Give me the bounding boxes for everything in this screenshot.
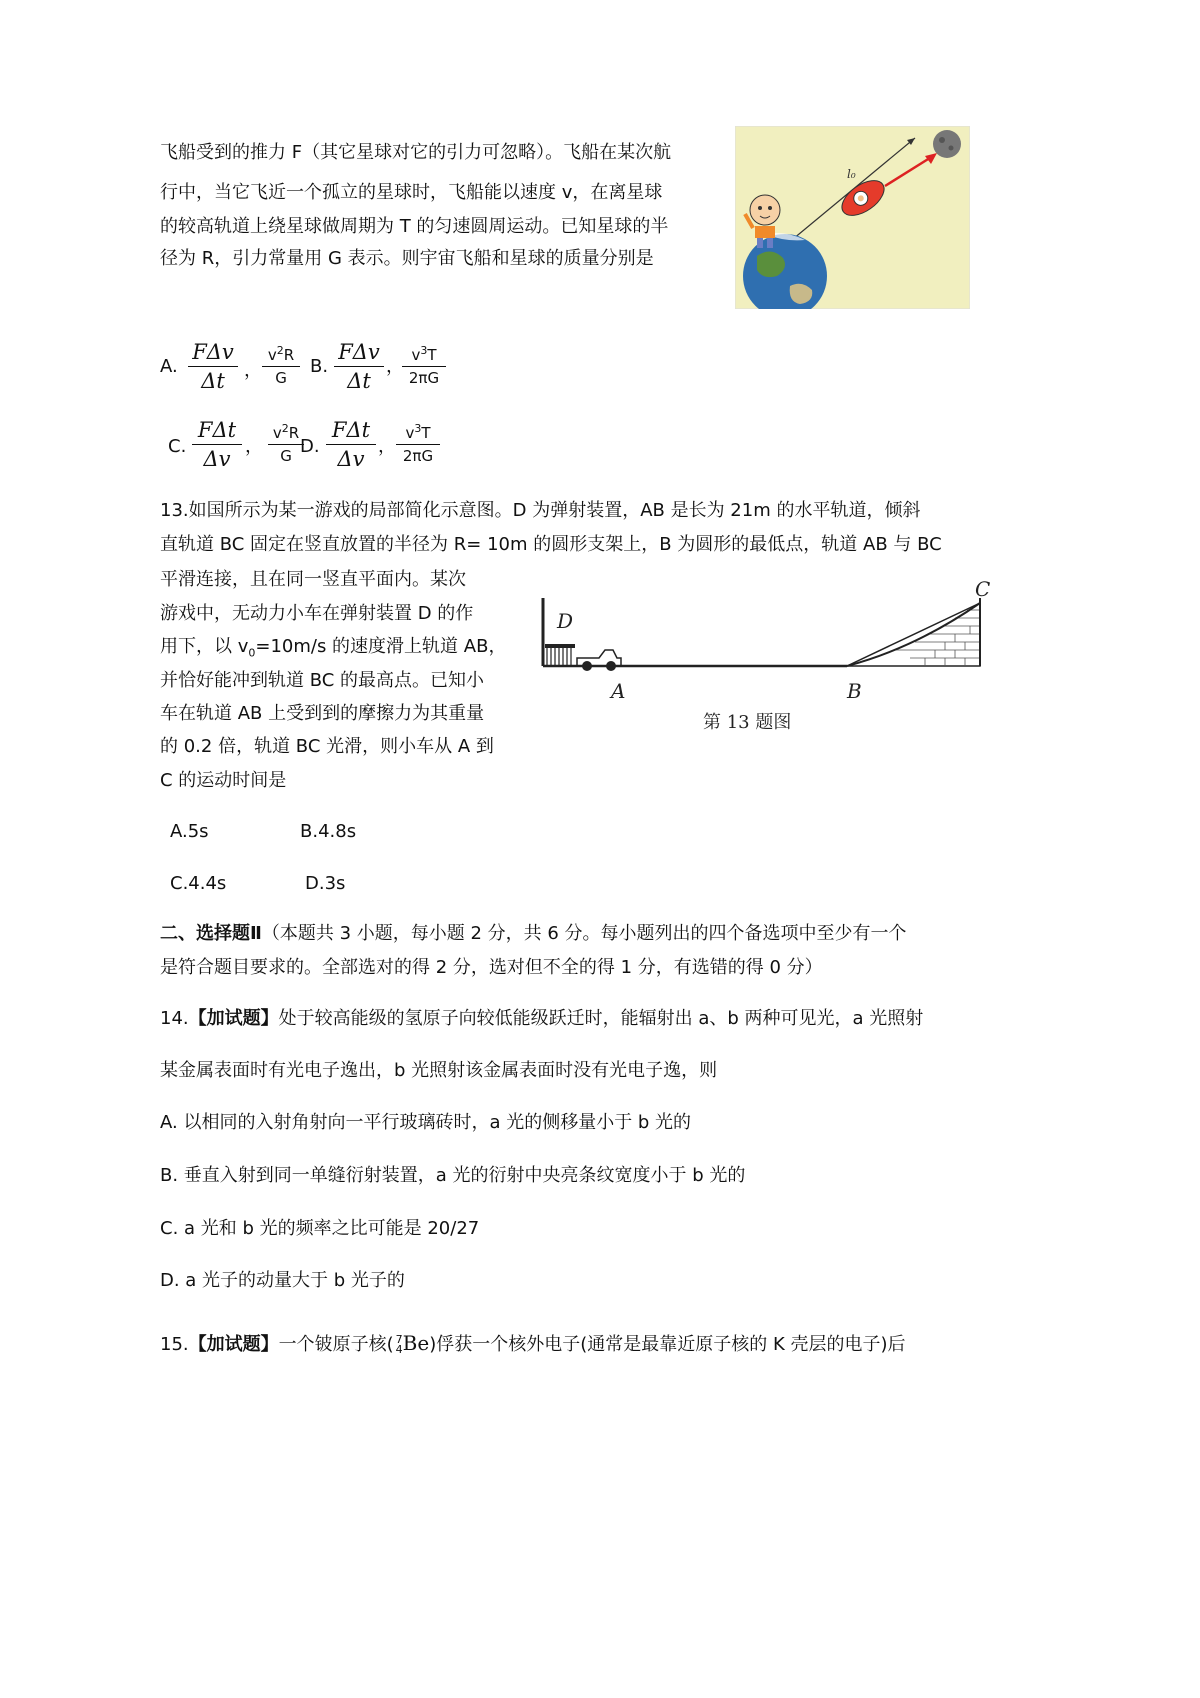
q12-option-d-label: D. (300, 436, 320, 457)
l0-label: l₀ (847, 167, 856, 181)
frac-denominator: Δt (201, 369, 225, 393)
q13-left-line-7: C 的运动时间是 (160, 770, 287, 791)
q13-option-d: D.3s (305, 873, 346, 894)
q12-option-b-label: B. (310, 356, 329, 377)
q13-left-line-5: 车在轨道 AB 上受到到的摩擦力为其重量 (160, 703, 485, 724)
q13-option-b: B.4.8s (300, 821, 357, 842)
q12-option-a-comma: ， (244, 360, 262, 381)
nuclide-symbol: Be (402, 1331, 430, 1355)
q12-option-b-frac2: $v^3T$ 2πG (402, 344, 446, 387)
q12-option-a-frac1 (188, 340, 238, 393)
moon (933, 130, 961, 158)
q12-text-line-4: 径为 R，引力常量用 G 表示。则宇宙飞船和星球的质量分别是 (160, 248, 654, 269)
q12-option-b-frac1: FΔv Δt (334, 340, 384, 393)
label-d: D (557, 609, 574, 633)
label-b: B (847, 679, 862, 703)
q14-tag: 【加试题】 (188, 1008, 279, 1029)
q12-text-line-2: 行中，当它飞近一个孤立的星球时，飞船能以速度 v，在离星球 (160, 182, 663, 203)
q14-option-a: A. 以相同的入射角射向一平行玻璃砖时，a 光的侧移量小于 b 光的 (160, 1112, 692, 1133)
q12-text-line-1: 飞船受到的推力 F（其它星球对它的引力可忽略）。飞船在某次航 (160, 142, 672, 163)
q14-option-d: D. a 光子的动量大于 b 光子的 (160, 1270, 405, 1291)
q13-option-c: C.4.4s (170, 873, 227, 894)
q14-line-1: 14.【加试题】处于较高能级的氢原子向较低能级跃迁时，能辐射出 a、b 两种可见光，a 光照射 (160, 1008, 924, 1029)
spaceship-figure (735, 126, 970, 309)
figure-caption: 第 13 题图 (703, 712, 792, 733)
q14-option-b: B. 垂直入射到同一单缝衍射装置，a 光的衍射中央亮条纹宽度小于 b 光的 (160, 1165, 746, 1186)
q14-line-2: 某金属表面时有光电子逸出，b 光照射该金属表面时没有光电子逸，则 (160, 1060, 718, 1081)
nuclide-indices: 7 4 (395, 1333, 403, 1356)
q12-option-c-frac2: $v^2R$ G (268, 422, 304, 465)
track-figure (535, 578, 995, 748)
q13-left-line-1: 平滑连接，且在同一竖直平面内。某次 (160, 569, 466, 590)
car (577, 650, 621, 671)
q15-tag: 【加试题】 (188, 1334, 279, 1355)
label-a: A (611, 679, 626, 703)
q12-option-d-frac1: FΔt Δv (326, 418, 376, 471)
q12-option-a-label: A. (160, 356, 178, 377)
q12-option-b-comma: ， (386, 356, 404, 377)
q13-text-line-2: 直轨道 BC 固定在竖直放置的半径为 R= 10m 的圆形支架上，B 为圆形的最低点，轨道 AB 与 BC (160, 534, 942, 555)
q12-option-a-frac2: $v^2R$ G (262, 344, 300, 387)
q13-option-a: A.5s (170, 821, 209, 842)
q13-left-line-3: 用下，以 $v_0=10m/s$ 的速度滑上轨道 AB， (160, 636, 507, 660)
q12-option-c-comma: ， (245, 436, 263, 457)
q13-left-line-6: 的 0.2 倍，轨道 BC 光滑，则小车从 A 到 (160, 736, 494, 757)
q12-option-c-frac1: FΔt Δv (192, 418, 242, 471)
frac-numerator: FΔv (192, 340, 234, 364)
section2-line-2: 是符合题目要求的。全部选对的得 2 分，选对但不全的得 1 分，有选错的得 0 分） (160, 957, 823, 978)
q14-option-c: C. a 光和 b 光的频率之比可能是 20/27 (160, 1218, 480, 1239)
section2-line-1: 二、选择题Ⅱ（本题共 3 小题，每小题 2 分，共 6 分。每小题列出的四个备选项中至少有一个 (160, 923, 907, 944)
section2-title: 二、选择题Ⅱ (160, 923, 262, 944)
q12-text-line-3: 的较高轨道上绕星球做周期为 T 的匀速圆周运动。已知星球的半 (160, 216, 669, 237)
label-c: C (975, 578, 991, 601)
brick-support (847, 603, 980, 666)
q13-left-line-2: 游戏中，无动力小车在弹射装置 D 的作 (160, 603, 474, 624)
q12-option-d-comma: ， (378, 436, 396, 457)
q15-line-1: 15.【加试题】一个铍原子核( 7 4 Be)俘获一个核外电子(通常是最靠近原子核的 K 壳层的电子)后 (160, 1331, 906, 1356)
q13-text-line-1: 13.如国所示为某一游戏的局部简化示意图。D 为弹射装置，AB 是长为 21m 的水平轨道，倾斜 (160, 500, 921, 521)
q13-left-line-4: 并恰好能冲到轨道 BC 的最高点。已知小 (160, 670, 485, 691)
q12-option-d-frac2: $v^3T$ 2πG (396, 422, 440, 465)
q12-option-c-label: C. (168, 436, 187, 457)
